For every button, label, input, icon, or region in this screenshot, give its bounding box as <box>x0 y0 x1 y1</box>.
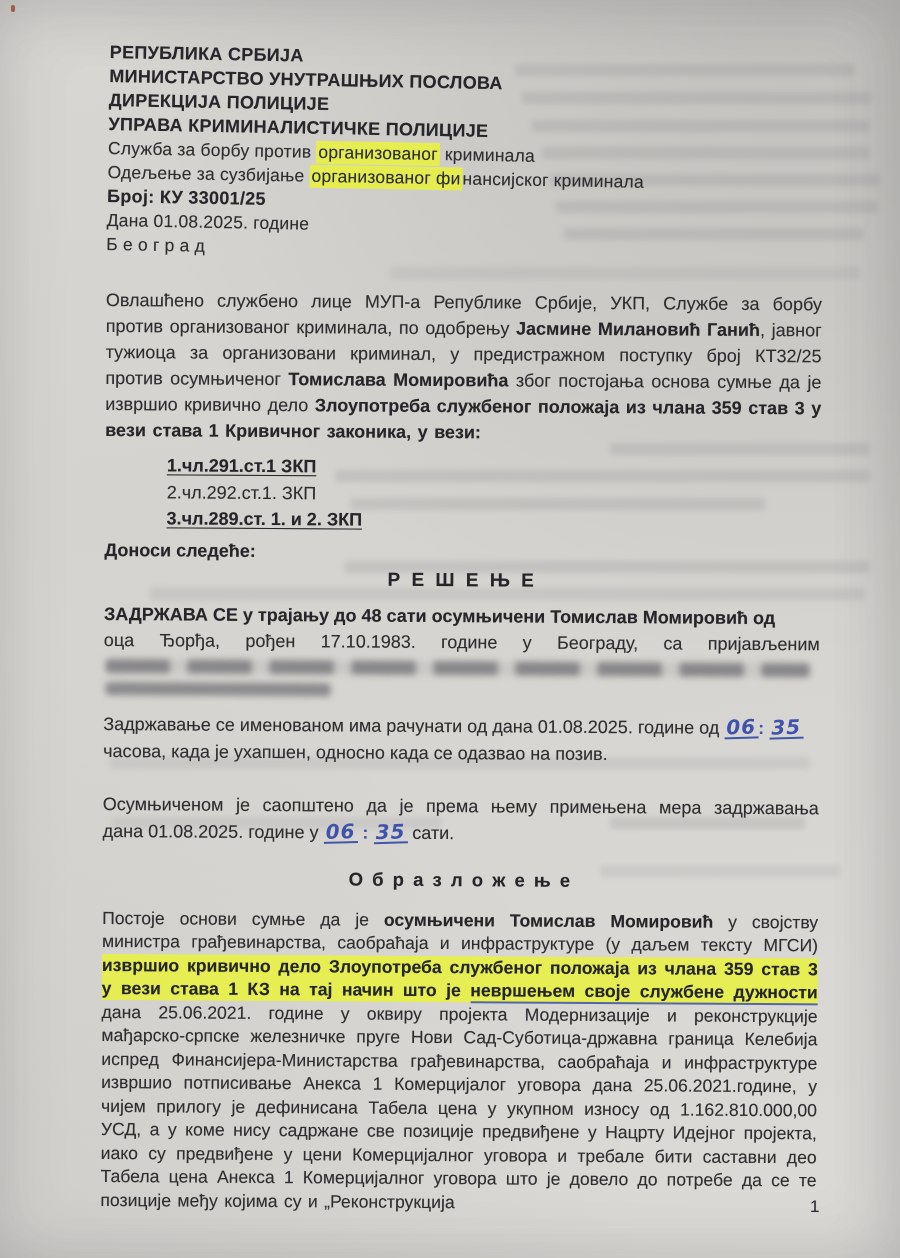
legal-article-item: 1.чл.291.ст.1 ЗКП <box>166 455 317 477</box>
explanation-title: О б р а з л о ж е њ е <box>348 867 573 891</box>
explanation-text: у својству министра грађевинарства, саобраћаја и инфраструктуре (у даљем тексту МГСИ) <box>101 911 819 956</box>
letterhead-ministry: МИНИСТАРСТВО УНУТРАШЊИХ ПОСЛОВА <box>109 65 503 94</box>
informed-paragraph <box>103 790 819 848</box>
highlighted-text: организованог фи <box>309 165 462 191</box>
document-city: Б е о г р а д <box>106 233 206 256</box>
brings-following-label: Доноси следеће: <box>104 539 256 561</box>
service-text: Служба за борбу против <box>107 137 317 162</box>
handwritten-minute: 35 <box>770 714 802 740</box>
intro-text: Овлашћено службено лице МУП-а Републике Србије, УКП, Службе за борбу против организованог криминала, по одобрењу <box>105 289 822 339</box>
bleed-through-line <box>390 267 860 279</box>
handwritten-hour: 06 <box>325 818 356 844</box>
informed-line <box>103 817 819 848</box>
service-text: криминала <box>439 144 536 166</box>
decision-title: Р Е Ш Е Њ Е <box>387 569 537 592</box>
letterhead <box>106 40 646 266</box>
handwritten-colon: : <box>758 717 765 738</box>
redacted-text-blur <box>106 682 331 696</box>
detention-order-line: ЗАДРЖАВА СЕ у трајању до 48 сати осумњичени Томислав Момировић од <box>103 603 776 628</box>
informed-text: сати. <box>407 822 455 843</box>
paper-speck <box>11 5 15 12</box>
handwritten-minute: 35 <box>375 818 406 844</box>
intro-paragraph <box>105 287 822 447</box>
count-from-line <box>103 710 819 741</box>
suspect-name: Томислава Момировића <box>288 369 509 391</box>
suspect-name: осумњичени Томислав Момировић <box>383 909 714 932</box>
detention-paragraph <box>104 600 820 656</box>
explanation-text: дана 25.06.2021. године у оквиру пројекта Модернизације и реконструкције мађарско-српске железничке пруге Нови Сад-Суботица-државна граница Келебија испред Финансијера-Министарства грађевинарства, саобраћаја и инфраструктуре извршио потписивање Анекса 1 Комерцијалог уговора дана 25.06.2021.године, у чијем прилогу је дефинисана Табела цена у укупном износу од 1.162.810.000,00 УСД, а у коме нису садржане све позиције предвиђене у Нацрту Идејног пројекта, иако су предвиђене у цени Комерцијалног уговора и требале бити саставни део Табела цена Анекса 1 Комерцијалног уговора што је довело до потребе да се те позиције међу којима су и „Реконструкција <box>100 1001 818 1212</box>
letterhead-department: УПРАВА КРИМИНАЛИСТИЧКЕ ПОЛИЦИЈЕ <box>108 113 489 141</box>
count-from-paragraph <box>103 710 819 768</box>
unit-text: нансијског криминала <box>462 168 645 192</box>
unit-text: Одељење за сузбијање <box>107 161 310 186</box>
explanation-paragraph <box>100 906 818 1216</box>
pen-underlined-text: невршењем своје службене дужности <box>470 980 818 1005</box>
handwritten-hour: 06 <box>725 713 757 739</box>
count-from-text: Задржавање се именованом има рачунати од дана 01.08.2025. године од <box>103 713 725 738</box>
intro-text: због постојања основа сумње да је извршио кривично дело <box>105 370 822 416</box>
highlighted-text: организованог <box>316 141 440 166</box>
redacted-text-blur <box>106 659 810 677</box>
handwritten-colon: : <box>362 822 369 843</box>
highlighted-text: извршио кривично дело Злоупотреба службеног положаја из члана 359 став 3 у вези става 1 КЗ на тај начин што је <box>101 954 818 1001</box>
detention-details-line: оца Ђорђа, рођен 17.10.1983. године у Београду, са пријављеним <box>103 629 820 654</box>
letterhead-republic: РЕПУБЛИКА СРБИЈА <box>109 41 304 66</box>
case-number: Број: КУ 33001/25 <box>106 185 267 209</box>
highlighted-offense-text <box>102 953 818 1004</box>
document-date: Дана 01.08.2025. године <box>106 209 310 234</box>
legal-articles-list <box>167 452 821 535</box>
letterhead-directorate: ДИРЕКЦИЈА ПОЛИЦИЈЕ <box>108 89 330 115</box>
count-from-line: часова, када је ухапшен, односно када се одазвао на позив. <box>103 740 608 764</box>
informed-line: Осумњиченом је саопштено да је према њему примењена мера задржавања <box>102 793 819 818</box>
legal-article-item: 3.чл.289.ст. 1. и 2. ЗКП <box>166 508 363 530</box>
document-body <box>100 287 822 1216</box>
legal-article-item: 2.чл.292.ст.1. ЗКП <box>166 481 317 503</box>
prosecutor-name: Јасмине Милановић Ганић <box>515 318 761 340</box>
intro-text: , јавног тужиоца за организовани криминал, у предистражном поступку број КТ32/25 против осумњиченог <box>105 319 822 390</box>
page-number: 1 <box>810 1197 820 1216</box>
informed-text: дана 01.08.2025. године у <box>102 820 324 842</box>
explanation-text: Постоје основи сумње да је <box>102 907 384 930</box>
offense-reference: Злоупотреба службеног положаја из члана 359 став 3 у вези става 1 Кривичног законика, у вези: <box>105 395 822 443</box>
